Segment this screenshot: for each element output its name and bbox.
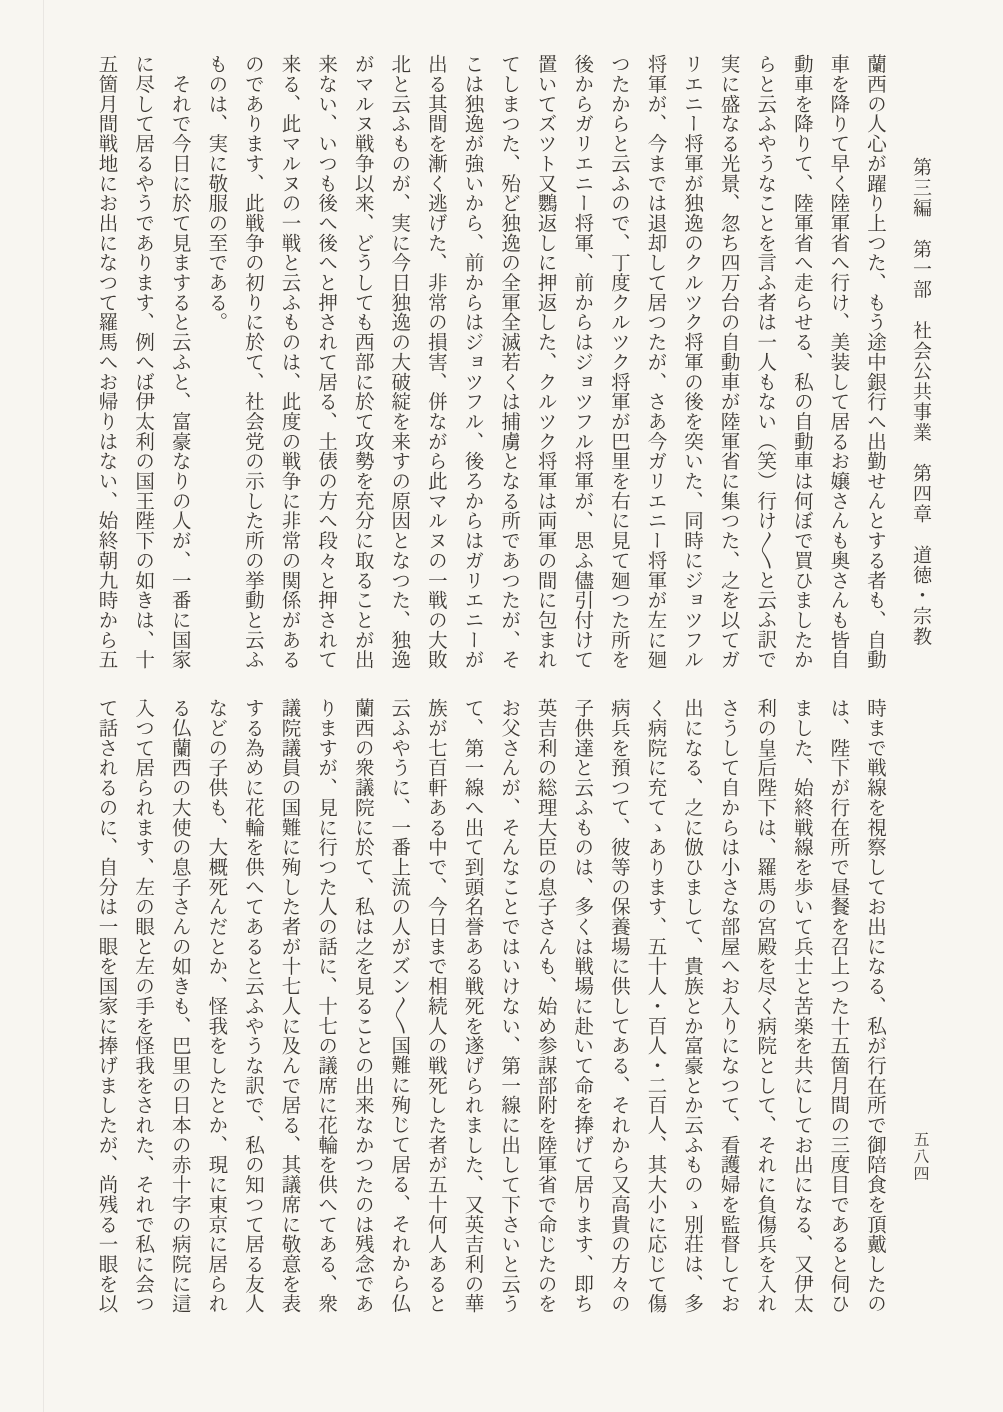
chapter-header: 第三編 第一部 社会公共事業 第四章 道徳・宗教 — [910, 157, 931, 647]
text-column: 来ない、いつも後へ後へと押されて居る、土俵の方へ段々と押されて — [315, 54, 337, 670]
text-column: に尽して居るやうであります、例へば伊太利の国王陛下の如きは、十 — [132, 54, 154, 670]
text-column: 五箇月間戦地にお出になつて羅馬へお帰りはない、始終朝九時から五 — [95, 54, 117, 670]
text-column: さうして自からは小さな部屋へお入りになつて、看護婦を監督してお — [717, 698, 739, 1314]
text-column: 時まで戦線を視察してお出になる、私が行在所で御陪食を頂戴したの — [864, 698, 885, 1314]
text-column: 来る、此マルヌの一戦と云ふものは、此度の戦争に非常の関係がある — [278, 54, 300, 670]
text-column: 族が七百軒ある中で、今日まで相続人の戦死した者が五十何人あると — [424, 698, 446, 1314]
page-number: 五八四 — [911, 1131, 928, 1182]
text-column: 云ふやうに、一番上流の人がズン〱国難に殉じて居る、それから仏 — [388, 698, 410, 1313]
text-column: お父さんが、そんなことではいけない、第一線に出して下さいと云う — [498, 698, 520, 1314]
text-column: て話されるのに、自分は一眼を国家に捧げましたが、尚残る一眼を以 — [95, 698, 117, 1314]
text-column: 出になる、之に倣ひまして、貴族とか富豪とか云ふものゝ別荘は、多 — [681, 698, 703, 1314]
text-column: 動車を降りて、陸軍省へ走らせる、私の自動車は何ぼで買ひましたか — [790, 54, 812, 670]
text-column: などの子供も、大概死んだとか、怪我をしたとか、現に東京に居られ — [205, 698, 227, 1314]
text-column: 病兵を預つて、彼等の保養場に供してある、それから又高貴の方々の — [607, 698, 629, 1314]
text-column: は、陛下が行在所で昼餐を召上つた十五箇月間の三度目であると伺ひ — [827, 698, 849, 1314]
text-column: する為めに花輪を供へてあると云ふやうな訳で、私の知つて居る友人 — [241, 698, 263, 1314]
text-column: のであります、此戦争の初りに於て、社会党の示した所の挙動と云ふ — [241, 54, 263, 670]
text-column: ものは、実に敬服の至である。 — [205, 54, 227, 332]
text-column: 英吉利の総理大臣の息子さんも、始め参謀部附を陸軍省で命じたのを — [534, 698, 556, 1314]
text-column: 蘭西の人心が躍り上つた、もう途中銀行へ出勤せんとする者も、自動 — [864, 54, 885, 670]
text-column: 車を降りて早く陸軍省へ行け、美装して居るお嬢さんも奥さんも皆自 — [827, 54, 849, 670]
page-fold-line — [43, 0, 44, 1412]
text-column: 後からガリエニー将軍、前からはジョツフル将軍が、思ふ儘引付けて — [571, 54, 593, 670]
text-column: てしまつた、殆ど独逸の全軍全滅若くは捕虜となる所であつたが、そ — [498, 54, 520, 670]
text-block-bottom — [84, 698, 892, 1320]
text-column: 実に盛なる光景、忽ち四万台の自動車が陸軍省に集つた、之を以てガ — [717, 54, 739, 670]
text-column: 出る其間を漸く逃げた、非常の損害、併ながら此マルヌの一戦の大敗 — [424, 54, 446, 670]
text-block-top — [84, 54, 892, 676]
text-column: 利の皇后陛下は、羅馬の宮殿を尽く病院として、それに負傷兵を入れ — [754, 698, 776, 1314]
text-column: 子供達と云ふものは、多くは戦場に赴いて命を捧げて居ります、即ち — [571, 698, 593, 1314]
text-column: ました、始終戦線を歩いて兵士と苦楽を共にしてお出になる、又伊太 — [790, 698, 812, 1314]
text-column: それで今日に於て見ますると云ふと、富豪なりの人が、一番に国家 — [168, 54, 190, 670]
text-column: く病院に充てゝあります、五十人・百人・二百人、其大小に応じて傷 — [644, 698, 666, 1314]
text-column: 入つて居られます、左の眼と左の手を怪我をされた、それで私に会つ — [132, 698, 154, 1314]
text-column: 将軍が、今までは退却して居つたが、さあ今ガリエニー将軍が左に廻 — [644, 54, 666, 670]
text-column: こは独逸が強いから、前からはジョツフル、後ろからはガリエニーが — [461, 54, 483, 670]
text-column: らと云ふやうなことを言ふ者は一人もない（笑）行け〱と云ふ訳で — [754, 54, 776, 669]
text-column: リエニー将軍が独逸のクルツク将軍の後を突いた、同時にジョツフル — [681, 54, 703, 670]
text-column: 置いてズツト又鸚返しに押返した、クルツク将軍は両軍の間に包まれ — [534, 54, 556, 670]
text-column: がマルヌ戦争以来、どうしても西部に於て攻勢を充分に取ることが出 — [351, 54, 373, 670]
text-column: つたからと云ふので、丁度クルツク将軍が巴里を右に見て廻つた所を — [607, 54, 629, 670]
text-column: りますが、見に行つた人の話に、十七の議席に花輪を供へてある、衆 — [315, 698, 337, 1314]
text-column: 北と云ふものが、実に今日独逸の大破綻を来すの原因となつた、独逸 — [388, 54, 410, 670]
text-column: る仏蘭西の大使の息子さんの如きも、巴里の日本の赤十字の病院に這 — [168, 698, 190, 1314]
text-column: 議院議員の国難に殉した者が十七人に及んで居る、其議席に敬意を表 — [278, 698, 300, 1314]
text-column: て、第一線へ出て到頭名誉ある戦死を遂げられました、又英吉利の華 — [461, 698, 483, 1314]
text-column: 蘭西の衆議院に於て、私は之を見ることの出来なかつたのは残念であ — [351, 698, 373, 1314]
